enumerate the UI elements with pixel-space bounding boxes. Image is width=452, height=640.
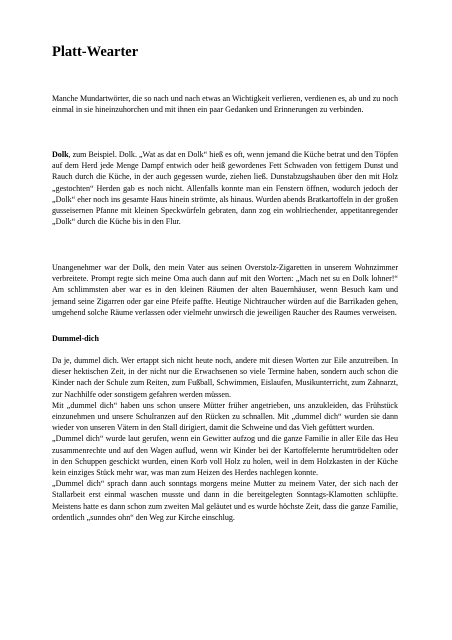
section-heading-dummel-dich: Dummel-dich bbox=[52, 334, 99, 343]
dummel-paragraph: „Dummel dich“ sprach dann auch sonntags morgens meine Mutter zu meinem Vater, der sich nach der Stallarbeit erst einmal waschen musste und dann in die bereitgelegten Sonntags-Klamotten schlüpfte. Meistens hatte es dann schon zum zweiten Mal geläutet und es wurde höchste Zeit, dass die ganze Familie, ordentlich „sunndes ohn“ den Weg zur Kirche einschlug. bbox=[52, 479, 398, 522]
dolk-second-paragraph: Unangenehmer war der Dolk, den mein Vater aus seinen Overstolz-Zigaretten in unserem Wohnzimmer verbreitete. Prompt regte sich meine Oma auch dann auf mit den Worten: „Mach net su en Dolk lohner!“ Am schlimmsten aber war es in den kleinen Räumen der alten Bauernhäuser, wenn Besuch kam und jemand seine Zigarren oder gar eine Pfeife paffte. Heutige Nichtraucher würden auf die Barrikaden gehen, umgehend solche Räume verlassen oder vielmehr unwirsch die jeweiligen Raucher des Raumes verweisen. bbox=[52, 263, 398, 317]
dolk-lead-term: Dolk bbox=[52, 150, 69, 159]
intro-paragraph: Manche Mundartwörter, die so nach und nach etwas an Wichtigkeit verlieren, verdienen es, ab und zu noch einmal in sie hineinzuhorchen und mit ihnen ein paar Gedanken und Erinnerungen zu verbinden. bbox=[52, 94, 398, 115]
dummel-paragraph: Mit „dummel dich“ haben uns schon unsere Mütter früher angetrieben, uns anzukleiden, das Frühstück einzunehmen und unsere Schulranzen auf den Rücken zu schnallen. Mit „dummel dich“ wurden sie dann wieder von unseren Vätern in den Stall dirigiert, damit die Schweine und das Vieh gefüttert wurden. bbox=[52, 400, 398, 433]
dummel-paragraph: „Dummel dich“ wurde laut gerufen, wenn ein Gewitter aufzog und die ganze Familie in aller Eile das Heu zusammenrechte und auf den Wagen auflud, wenn wir Kinder bei der Kartoffelernte herumtrödelten oder in den Schuppen geschickt wurden, einen Korb voll Holz zu holen, weil in dem Holzkasten in der Küche kein einziges Stück mehr war, was man zum Heizen des Herdes nachlegen konnte. bbox=[52, 434, 398, 478]
dummel-paragraph: Da je, dummel dich. Wer ertappt sich nicht heute noch, andere mit diesen Worten zur Eile anzutreiben. In dieser hektischen Zeit, in der nicht nur die Erwachsenen so viele Termine haben, sondern auch schon die Kinder nach der Schule zum Reiten, zum Fußball, Schwimmen, Eislaufen, Musikunterricht, zum Zahnarzt, zur Nachhilfe oder sonstigem gefahren werden müssen. bbox=[52, 356, 398, 399]
page-title: Platt-Wearter bbox=[52, 44, 139, 60]
dummel-section-body bbox=[52, 355, 398, 523]
dolk-paragraph bbox=[52, 149, 398, 227]
dolk-text: , zum Beispiel. Dolk. „Wat as dat en Dolk“ hieß es oft, wenn jemand die Küche betrat und den Töpfen auf dem Herd jede Menge Dampf entwich oder heiß gewordenes Fett Schwaden von fettigem Dunst und Rauch durch die Küche, in der auch gegessen wurde, ziehen ließ. Dunstabzugshauben über den mit Holz „gestochten“ Herden gab es noch nicht. Allenfalls konnte man ein Fenstern öffnen, wodurch jedoch der „Dolk“ eher noch ins gesamte Haus hinein strömte, als hinaus. Wurden abends Bratkartoffeln in der großen gusseisernen Pfanne mit kleinen Speckwürfeln gebraten, dann zog ein wohlriechender, appetitanregender „Dolk“ durch die Küche bis in den Flur. bbox=[52, 150, 398, 227]
